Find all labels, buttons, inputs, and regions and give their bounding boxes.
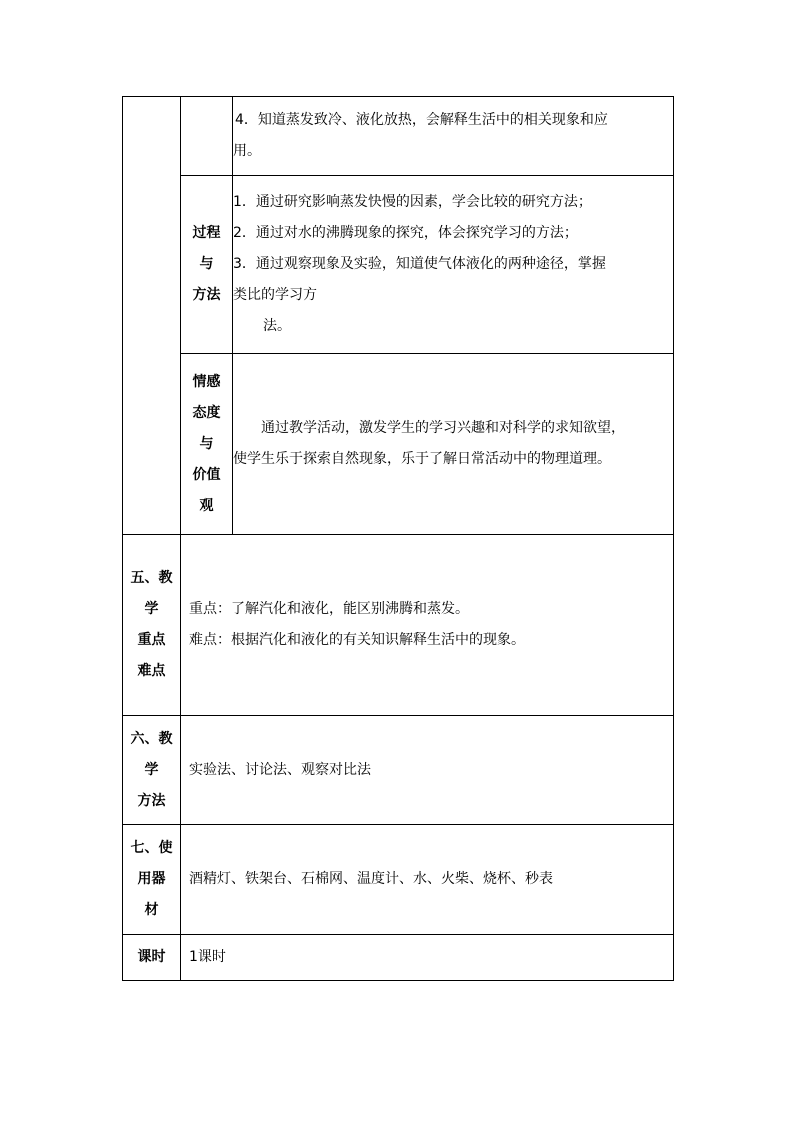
process-label-line-3: 方法 — [192, 287, 221, 303]
focus-label-line-1: 五、教 — [130, 570, 173, 586]
method-label-line-3: 方法 — [137, 792, 166, 809]
process-label-line-1: 过程 — [192, 225, 221, 241]
focus-label-line-2: 学 — [144, 601, 159, 617]
focus-label-line-3: 重点 — [137, 632, 166, 648]
emotion-goal-row — [123, 354, 674, 535]
emotion-label-line-4: 价值 — [192, 466, 221, 483]
equipment-row — [123, 825, 674, 935]
period-label: 课时 — [123, 935, 181, 981]
period-text: 1课时 — [181, 935, 674, 981]
focus-key-point: 重点：了解汽化和液化，能区别沸腾和蒸发。 — [189, 601, 469, 617]
process-item-3: 3．通过观察现象及实验，知道使气体液化的两种途径，掌握 — [233, 256, 606, 272]
method-label-line-1: 六、教 — [130, 730, 173, 747]
knowledge-line-1: 4．知道蒸发致冷、液化放热，会解释生活中的相关现象和应 — [235, 112, 608, 128]
goal-section-label-cell — [123, 97, 181, 535]
process-item-3-end: 法。 — [263, 318, 291, 334]
emotion-line-2: 使学生乐于探索自然现象，乐于了解日常活动中的物理道理。 — [233, 451, 611, 467]
focus-label-line-4: 难点 — [137, 663, 166, 679]
knowledge-line-2: 用。 — [233, 143, 261, 159]
process-goal-text — [233, 176, 674, 354]
knowledge-label-cell — [181, 97, 233, 176]
period-row — [123, 935, 674, 981]
emotion-label-line-1: 情感 — [192, 373, 221, 390]
focus-text — [181, 535, 674, 716]
equipment-label — [123, 825, 181, 935]
knowledge-goal-row — [123, 97, 674, 176]
knowledge-goal-text — [233, 97, 674, 176]
process-goal-row — [123, 176, 674, 354]
process-item-2: 2．通过对水的沸腾现象的探究，体会探究学习的方法； — [233, 225, 578, 241]
equipment-label-line-3: 材 — [144, 902, 159, 918]
emotion-line-1: 通过教学活动，激发学生的学习兴趣和对科学的求知欲望， — [261, 420, 625, 436]
lesson-plan-table — [122, 96, 674, 981]
method-text: 实验法、讨论法、观察对比法 — [181, 716, 674, 825]
emotion-goal-text — [233, 354, 674, 535]
equipment-label-line-1: 七、使 — [130, 840, 173, 856]
equipment-text: 酒精灯、铁架台、石棉网、温度计、水、火柴、烧杯、秒表 — [181, 825, 674, 935]
process-label — [181, 176, 233, 354]
method-row — [123, 716, 674, 825]
emotion-label-line-5: 观 — [199, 497, 214, 514]
emotion-label-line-3: 与 — [199, 435, 214, 452]
focus-difficulty: 难点：根据汽化和液化的有关知识解释生活中的现象。 — [189, 632, 525, 648]
emotion-label — [181, 354, 233, 535]
equipment-label-line-2: 用器 — [137, 871, 166, 887]
process-item-3-cont: 类比的学习方 — [233, 287, 317, 303]
focus-row — [123, 535, 674, 716]
method-label — [123, 716, 181, 825]
method-label-line-2: 学 — [144, 761, 159, 778]
focus-label — [123, 535, 181, 716]
process-item-1: 1．通过研究影响蒸发快慢的因素，学会比较的研究方法； — [233, 194, 592, 210]
emotion-label-line-2: 态度 — [192, 404, 221, 421]
process-label-line-2: 与 — [199, 256, 214, 272]
